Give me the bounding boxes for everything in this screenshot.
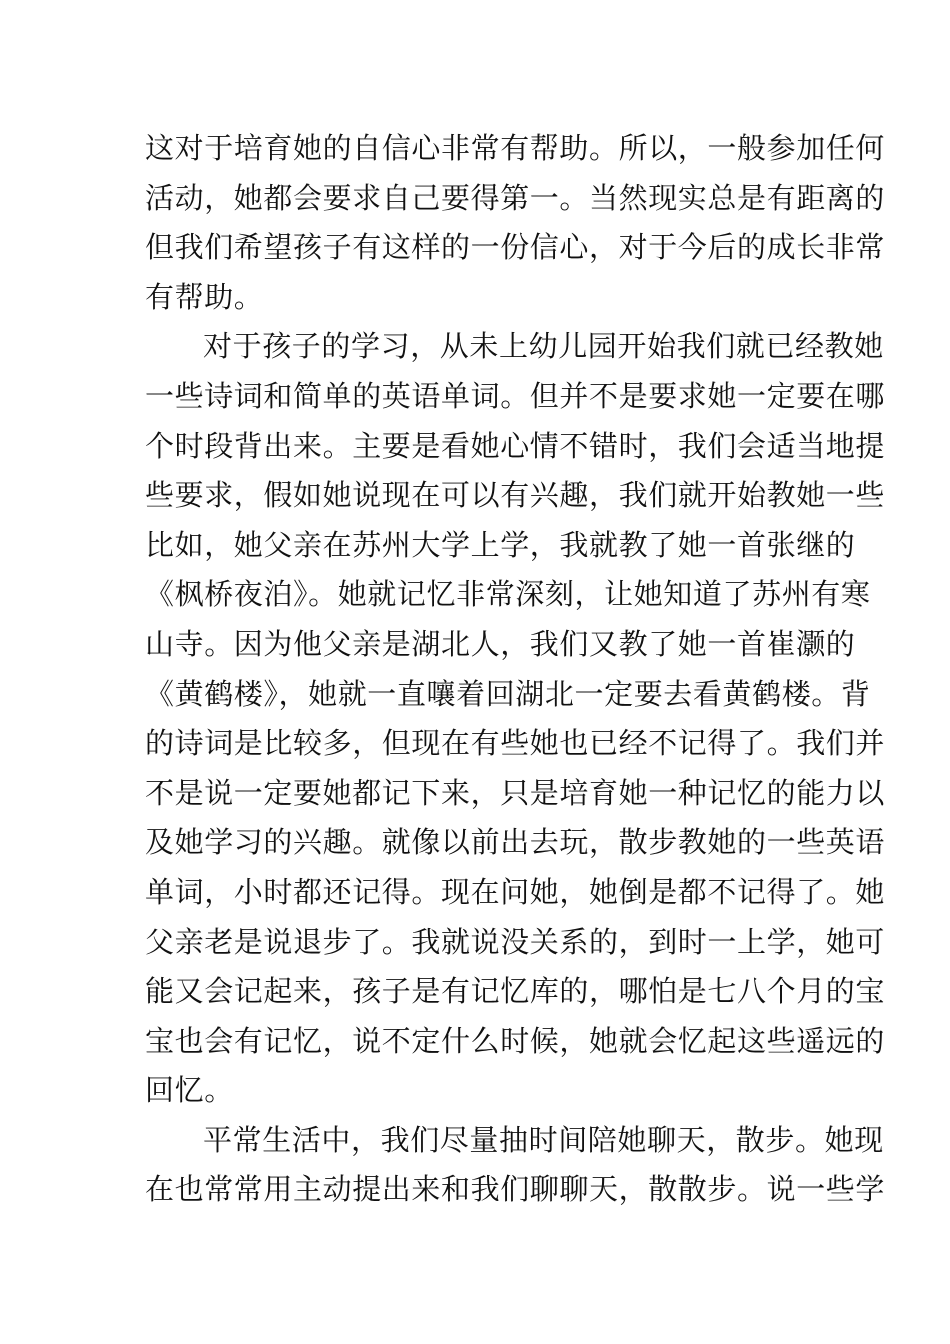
text-line: 这对于培育她的自信心非常有帮助。所以，一般参加任何 — [145, 131, 886, 165]
text-line: 对于孩子的学习，从未上幼儿园开始我们就已经教她 — [203, 329, 884, 364]
text-line: 能又会记起来，孩子是有记忆库的，哪怕是七八个月的宝 — [145, 974, 886, 1009]
text-line: 《枫桥夜泊》。她就记忆非常深刻，让她知道了苏州有寒 — [145, 577, 871, 612]
text-line: 比如，她父亲在苏州大学上学，我就教了她一首张继的 — [145, 527, 856, 562]
text-line: 单词，小时都还记得。现在问她，她倒是都不记得了。她 — [145, 874, 886, 909]
text-line: 回忆。 — [145, 1073, 234, 1108]
text-line: 平常生活中，我们尽量抽时间陪她聊天，散步。她现 — [203, 1122, 884, 1157]
text-line: 些要求，假如她说现在可以有兴趣，我们就开始教她一些 — [145, 478, 886, 513]
paragraph-2 — [145, 322, 886, 1116]
body-text — [145, 124, 886, 1215]
text-line: 个时段背出来。主要是看她心情不错时，我们会适当地提 — [145, 428, 886, 463]
text-line: 的诗词是比较多，但现在有些她也已经不记得了。我们并 — [145, 726, 886, 761]
paragraph-1 — [145, 124, 886, 322]
text-line: 但我们希望孩子有这样的一份信心，对于今后的成长非常 — [145, 230, 886, 265]
text-line: 不是说一定要她都记下来，只是培育她一种记忆的能力以 — [145, 775, 886, 810]
text-line: 活动，她都会要求自己要得第一。当然现实总是有距离的 — [145, 180, 886, 215]
text-line: 父亲老是说退步了。我就说没关系的，到时一上学，她可 — [145, 924, 886, 959]
paragraph-3 — [145, 1116, 886, 1215]
text-line: 有帮助。 — [145, 279, 264, 314]
text-line: 一些诗词和简单的英语单词。但并不是要求她一定要在哪 — [145, 378, 886, 413]
text-line: 宝也会有记忆，说不定什么时候，她就会忆起这些遥远的 — [145, 1023, 886, 1058]
text-line: 在也常常用主动提出来和我们聊聊天，散散步。说一些学 — [145, 1172, 886, 1207]
text-line: 山寺。因为他父亲是湖北人，我们又教了她一首崔灏的 — [145, 626, 856, 661]
text-line: 及她学习的兴趣。就像以前出去玩，散步教她的一些英语 — [145, 825, 886, 860]
text-line: 《黄鹤楼》，她就一直嚷着回湖北一定要去看黄鹤楼。背 — [145, 676, 871, 711]
